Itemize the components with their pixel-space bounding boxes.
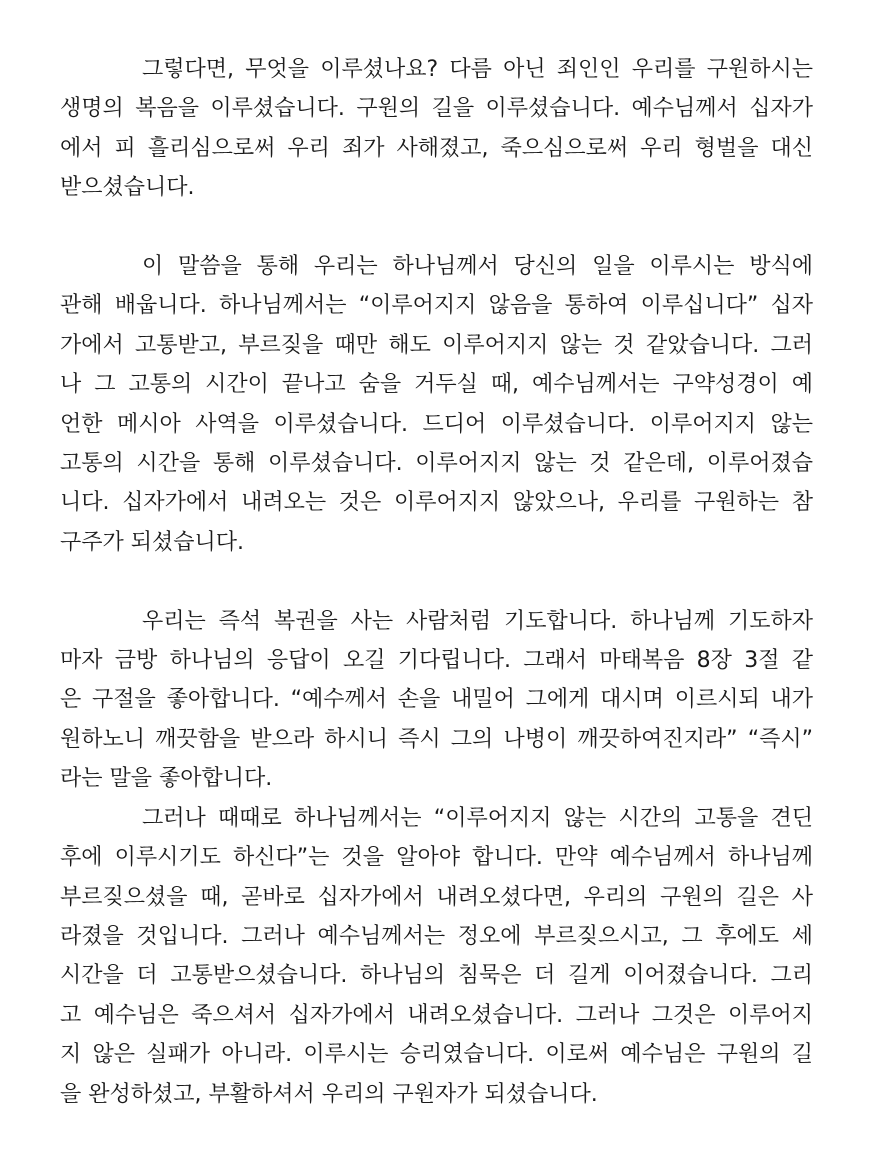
text-line: 시간을 더 고통받으셨습니다. 하나님의 침묵은 더 길게 이어졌습니다. 그리 xyxy=(60,963,813,989)
text-line: 원하노니 깨끗함을 받으라 하시니 즉시 그의 나병이 깨끗하여진지라” “즉시” xyxy=(60,726,813,752)
text-line: 라졌을 것입니다. 그러나 예수님께서는 정오에 부르짖으시고, 그 후에도 세 xyxy=(60,923,813,949)
text-line: 지 않은 실패가 아니라. 이루시는 승리였습니다. 이로써 예수님은 구원의 길 xyxy=(60,1042,813,1068)
text-line: 언한 메시아 사역을 이루셨습니다. 드디어 이루셨습니다. 이루어지지 않는 xyxy=(60,411,813,437)
text-line: 에서 피 흘리심으로써 우리 죄가 사해졌고, 죽으심으로써 우리 형벌을 대신 xyxy=(60,135,813,161)
text-line: 이 말씀을 통해 우리는 하나님께서 당신의 일을 이루시는 방식에 xyxy=(142,254,813,280)
text-line: 라는 말을 좋아합니다. xyxy=(60,766,273,792)
paragraph-3 xyxy=(60,602,813,799)
text-line: 관해 배웁니다. 하나님께서는 “이루어지지 않음을 통하여 이루십니다” 십자 xyxy=(60,293,813,319)
text-line: 가에서 고통받고, 부르짖을 때만 해도 이루어지지 않는 것 같았습니다. 그러 xyxy=(60,332,813,358)
text-line: 고 예수님은 죽으셔서 십자가에서 내려오셨습니다. 그러나 그것은 이루어지 xyxy=(60,1002,813,1028)
text-line: 니다. 십자가에서 내려오는 것은 이루어지지 않았으나, 우리를 구원하는 참 xyxy=(60,490,813,516)
text-line: 은 구절을 좋아합니다. “예수께서 손을 내밀어 그에게 대시며 이르시되 내가 xyxy=(60,687,813,713)
paragraph-2 xyxy=(60,247,813,562)
text-line: 후에 이루시기도 하신다”는 것을 알아야 합니다. 만약 예수님께서 하나님께 xyxy=(60,845,813,871)
paragraph-gap xyxy=(60,208,813,247)
text-line: 나 그 고통의 시간이 끝나고 숨을 거두실 때, 예수님께서는 구약성경이 예 xyxy=(60,372,813,398)
text-line: 마자 금방 하나님의 응답이 오길 기다립니다. 그래서 마태복음 8장 3절 같 xyxy=(60,648,813,674)
text-line: 그러나 때때로 하나님께서는 “이루어지지 않는 시간의 고통을 견딘 xyxy=(142,805,813,831)
text-line: 부르짖으셨을 때, 곧바로 십자가에서 내려오셨다면, 우리의 구원의 길은 사 xyxy=(60,884,813,910)
paragraph-gap xyxy=(60,562,813,601)
paragraph-4 xyxy=(60,799,813,1114)
text-line: 그렇다면, 무엇을 이루셨나요? 다름 아닌 죄인인 우리를 구원하시는 xyxy=(142,57,813,82)
text-line: 받으셨습니다. xyxy=(60,175,195,201)
text-line: 을 완성하셨고, 부활하셔서 우리의 구원자가 되셨습니다. xyxy=(60,1081,598,1107)
text-line: 고통의 시간을 통해 이루셨습니다. 이루어지지 않는 것 같은데, 이루어졌습 xyxy=(60,451,813,477)
text-line: 우리는 즉석 복권을 사는 사람처럼 기도합니다. 하나님께 기도하자 xyxy=(142,608,813,634)
text-line: 생명의 복음을 이루셨습니다. 구원의 길을 이루셨습니다. 예수님께서 십자가 xyxy=(60,96,813,122)
text-line: 구주가 되셨습니다. xyxy=(60,529,245,555)
paragraph-1 xyxy=(60,50,813,208)
